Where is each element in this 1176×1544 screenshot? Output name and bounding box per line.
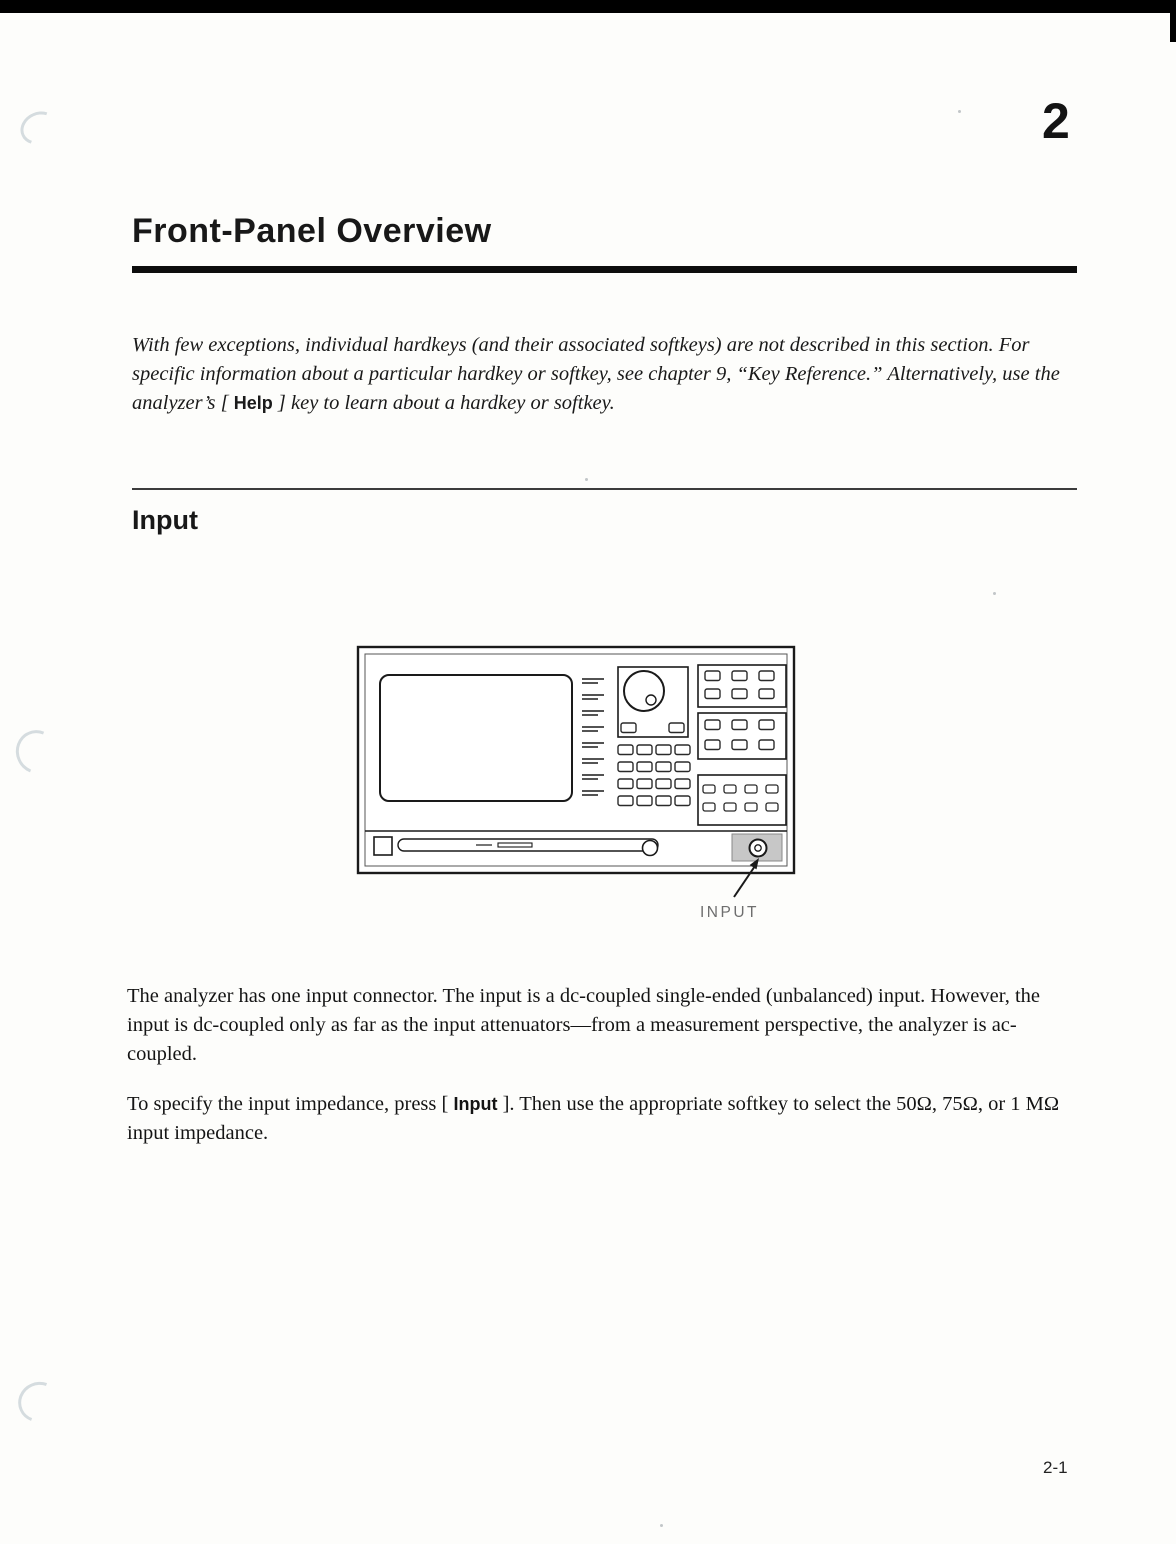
disk-drive <box>398 839 658 851</box>
keypad-top-right <box>698 665 786 707</box>
para2-text-after: ]. Then use the appropriate softkey to select the 50Ω, 75Ω, or 1 MΩ input impedance. <box>127 1093 1060 1144</box>
knob-panel <box>618 667 688 737</box>
input-connector-label: INPUT <box>700 904 759 921</box>
body-paragraph-2 <box>127 1090 1077 1148</box>
chapter-number: 2 <box>1042 93 1071 149</box>
scan-top-bar <box>0 0 1176 13</box>
help-key-label: Help <box>233 393 273 413</box>
section-heading-input: Input <box>132 505 198 535</box>
scan-speck <box>993 592 996 595</box>
keypad-bottom-right <box>698 775 786 825</box>
body-paragraph-1: The analyzer has one input connector. The input is a dc-coupled single-ended (unbalanced) input. However, the input is dc-coupled only as far as the input attenuators—from a measurement perspective, the analyzer is ac-coupled. <box>127 985 1041 1065</box>
scan-speck <box>958 110 961 113</box>
front-panel-drawing <box>356 645 816 937</box>
front-panel-figure <box>356 645 816 937</box>
input-key-label: Input <box>453 1094 498 1114</box>
scan-artifact <box>9 723 65 780</box>
page-number: 2-1 <box>1043 1458 1068 1477</box>
scan-edge-artifact <box>1170 0 1176 42</box>
knob <box>624 671 664 711</box>
scan-speck <box>585 478 588 481</box>
intro-text-after: ] key to learn about a hardkey or softkey. <box>272 392 615 414</box>
intro-paragraph <box>132 331 1072 418</box>
para2-text-before: To specify the input impedance, press [ <box>127 1093 454 1115</box>
input-connector <box>732 834 782 861</box>
keypad-middle-right <box>698 713 786 759</box>
crt-screen <box>380 675 572 801</box>
scan-speck <box>660 1524 663 1527</box>
page-title: Front-Panel Overview <box>132 212 492 250</box>
scan-artifact <box>15 106 63 151</box>
intro-text-before: With few exceptions, individual hardkeys (and their associated softkeys) are not described in this section. For specific information about a particular hardkey or softkey, see chapter 9, “Key Reference.” Alternatively, use the analyzer’s [ <box>132 334 1060 414</box>
title-rule <box>132 266 1077 273</box>
power-switch <box>374 837 392 855</box>
section-divider <box>132 488 1077 490</box>
scan-artifact <box>12 1375 67 1429</box>
connector-secondary <box>643 841 658 856</box>
